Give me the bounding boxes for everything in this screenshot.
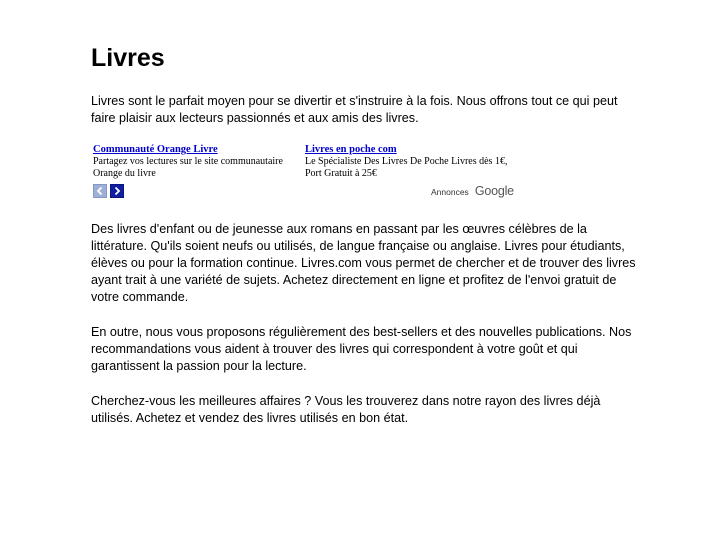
ad-description: Le Spécialiste Des Livres De Poche Livres dès 1€, Port Gratuit à 25€ — [305, 156, 508, 179]
google-logo: Google — [474, 184, 514, 198]
ads-label: Annonces — [431, 187, 469, 197]
body-paragraph: Des livres d'enfant ou de jeunesse aux romans en passant par les œuvres célèbres de la littérature. Qu'ils soient neufs ou utilisés, de langue française ou anglaise. Livres pour étudiants, élèves ou pour la formation continue. Livres.com vous permet de chercher et de trouver des livres ayant trait à une variété de sujets. Achetez directement en ligne et profitez de l'envoi gratuit de votre commande. — [91, 222, 636, 304]
chevron-left-icon — [94, 185, 106, 197]
ad-block — [91, 143, 521, 201]
page-title: Livres — [91, 44, 165, 72]
ad-item — [93, 143, 298, 180]
ad-prev-button[interactable] — [93, 184, 107, 198]
body-paragraph: Cherchez-vous les meilleures affaires ? Vous les trouverez dans notre rayon des livres déjà utilisés. Achetez et vendez des livres utilisés en bon état. — [91, 394, 601, 425]
ad-title-link[interactable]: Livres en poche com — [305, 144, 397, 155]
ads-by-google[interactable] — [431, 183, 514, 200]
chevron-right-icon — [111, 185, 123, 197]
ad-next-button[interactable] — [110, 184, 124, 198]
intro-paragraph: Livres sont le parfait moyen pour se divertir et s'instruire à la fois. Nous offrons tout ce qui peut faire plaisir aux lecteurs passionnés et aux amis des livres. — [91, 94, 618, 125]
body-paragraph: En outre, nous vous proposons régulièrement des best-sellers et des nouvelles publications. Nos recommandations vous aident à trouver des livres qui correspondent à votre goût et qui garantissent la passion pour la lecture. — [91, 325, 632, 373]
ad-title-link[interactable]: Communauté Orange Livre — [93, 144, 218, 155]
ad-item — [305, 143, 510, 180]
ad-description: Partagez vos lectures sur le site communautaire Orange du livre — [93, 156, 283, 179]
